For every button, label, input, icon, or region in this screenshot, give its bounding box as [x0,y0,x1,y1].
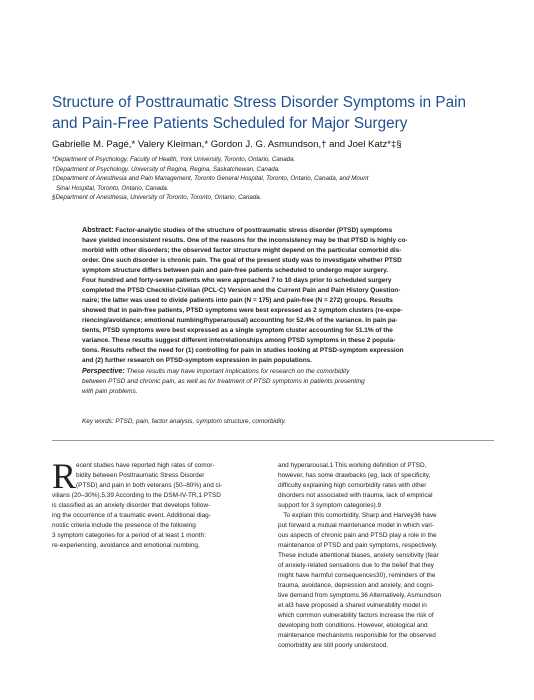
body-line: re-experiencing, avoidance and emotional numbing, [52,542,200,549]
abstract-line: symptom structure differs between pain and pain-free patients scheduled to undergo major surgery. [82,267,389,274]
body-line: maintenance mechanisms responsible for the observed [278,632,436,639]
body-line: and hyperarousal.1 This working definition of PTSD, [278,462,427,469]
abstract-heading: Abstract: [82,225,114,234]
body-line: which common vulnerability factors increase the risk of [278,612,434,619]
abstract-line: Factor-analytic studies of the structure of posttraumatic stress disorder (PTSD) symptoms [113,227,393,234]
keywords: Key words: PTSD, pain, factor analysis, symptom structure, comorbidity. [82,418,287,425]
title-line: Structure of Posttraumatic Stress Disorder Symptoms in Pain [52,94,467,111]
body-line: disorders not associated with trauma, lack of empirical [278,492,433,499]
abstract-line: morbid with other disorders; the observed factor structure might depend on the particular comorbid dis- [82,247,402,254]
body-line: of anxiety-related sensations due to the belief that they [278,562,435,569]
abstract-line: and (2) further research on PTSD-symptom expression in pain populations. [82,357,312,364]
affiliation-line: Sinai Hospital, Toronto, Ontario, Canada. [56,184,169,192]
abstract-line: tions. Results reflect the need for (1) controlling for pain in studies looking at PTSD-symptom expression [82,347,404,354]
body-line: et al3 have proposed a shared vulnerability model in [278,602,427,609]
body-line: (PTSD) and pain in both veterans (50–80%) and ci- [76,482,223,489]
perspective-line: with pain problems. [82,388,138,395]
abstract-line: completed the PTSD Checklist-Civilian (PCL-C) Version and the Current Pain and Pain History Question- [82,287,401,294]
article-title [52,92,492,134]
body-line: ous aspects of chronic pain and PTSD play a role in the [278,532,437,539]
body-line: These include attentional biases, anxiety sensitivity (fear [278,552,439,559]
body-line: is classified as an anxiety disorder that develops follow- [52,502,211,509]
affiliation-line: ‡Department of Anesthesia and Pain Management, Toronto General Hospital, Toronto, Ontario, Canada, and Mount [52,175,369,183]
perspective-line: These results may have important implications for research on the comorbidity [124,368,350,375]
abstract-line: variance. These results suggest different interrelationships among PTSD symptoms in these 2 popula- [82,337,396,344]
perspective-line: between PTSD and chronic pain, as well as for treatment of PTSD symptoms in patients presenting [82,378,365,385]
body-line: however, has some drawbacks (eg, lack of specificity, [278,472,431,479]
author-list: Gabrielle M. Pagé,* Valery Kleiman,* Gordon J. G. Asmundson,† and Joel Katz*‡§ [52,139,402,150]
abstract-line: riencing/avoidance; emotional numbing/hyperarousal) accounting for 52.4% of the variance. In pain pa- [82,317,398,324]
body-line: developing both conditions. However, etiological and [278,622,428,629]
body-line: support for 3 symptom categories).9 [278,502,382,509]
affiliation-line: *Department of Psychology, Faculty of Health, York University, Toronto, Ontario, Canada. [52,156,296,163]
abstract-line: naire; the latter was used to divide patients into pain (N = 175) and pain-free (N = 272) groups. Results [82,297,393,304]
affiliation-line: §Department of Anesthesia, University of Toronto, Toronto, Ontario, Canada. [52,194,262,202]
title-line: and Pain-Free Patients Scheduled for Major Surgery [52,115,408,132]
abstract [82,225,494,397]
abstract-line: Four hundred and forty-seven patients who were approached 7 to 10 days prior to scheduled surgery [82,277,392,284]
body-line: put forward a mutual maintenance model in which vari- [278,522,435,529]
body-column-right [278,461,486,651]
body-line: tive demand from symptoms.36 Alternatively, Asmundson [278,592,442,599]
body-line: bidity between Posttraumatic Stress Disorder [76,472,205,479]
affiliation-line: †Department of Psychology, University of Regina, Regina, Saskatchewan, Canada. [52,165,280,173]
body-line: To explain this comorbidity, Sharp and Harvey36 have [278,512,437,519]
body-line: vilians (20–30%).5,39 According to the DSM-IV-TR,1 PTSD [52,492,221,499]
perspective-heading: Perspective: [82,366,125,375]
body-line: difficulty explaining high comorbidity rates with other [278,482,427,489]
body-column-left [52,461,260,551]
abstract-line: showed that in pain-free patients, PTSD symptoms were best expressed as 2 symptom clusters (re-expe- [82,307,403,314]
abstract-line: order. One such disorder is chronic pain. The goal of the present study was to investigate whether PTSD [82,257,402,264]
abstract-line: tients, PTSD symptoms were best expressed as a single symptom cluster accounting for 51.1% of the [82,327,393,334]
abstract-line: have yielded inconsistent results. One of the reasons for the inconsistency may be that PTSD is highly co- [82,237,408,244]
body-line: ing the occurrence of a traumatic event. Additional diag- [52,512,211,519]
body-line: might have harmful consequences30), reminders of the [278,572,436,579]
body-line: 3 symptom categories for a period of at least 1 month: [52,532,206,539]
affiliations [52,155,492,203]
body-line: ecent studies have reported high rates of comor- [76,462,215,469]
body-line: nostic criteria include the presence of the following [52,522,196,529]
section-divider [52,440,494,441]
body-line: maintenance of PTSD and pain symptoms, respectively. [278,542,438,549]
body-line: trauma, avoidance, depression and anxiety, and cogni- [278,582,434,589]
drop-cap: R [52,456,77,496]
body-line: comorbidity are still poorly understood. [278,642,389,649]
